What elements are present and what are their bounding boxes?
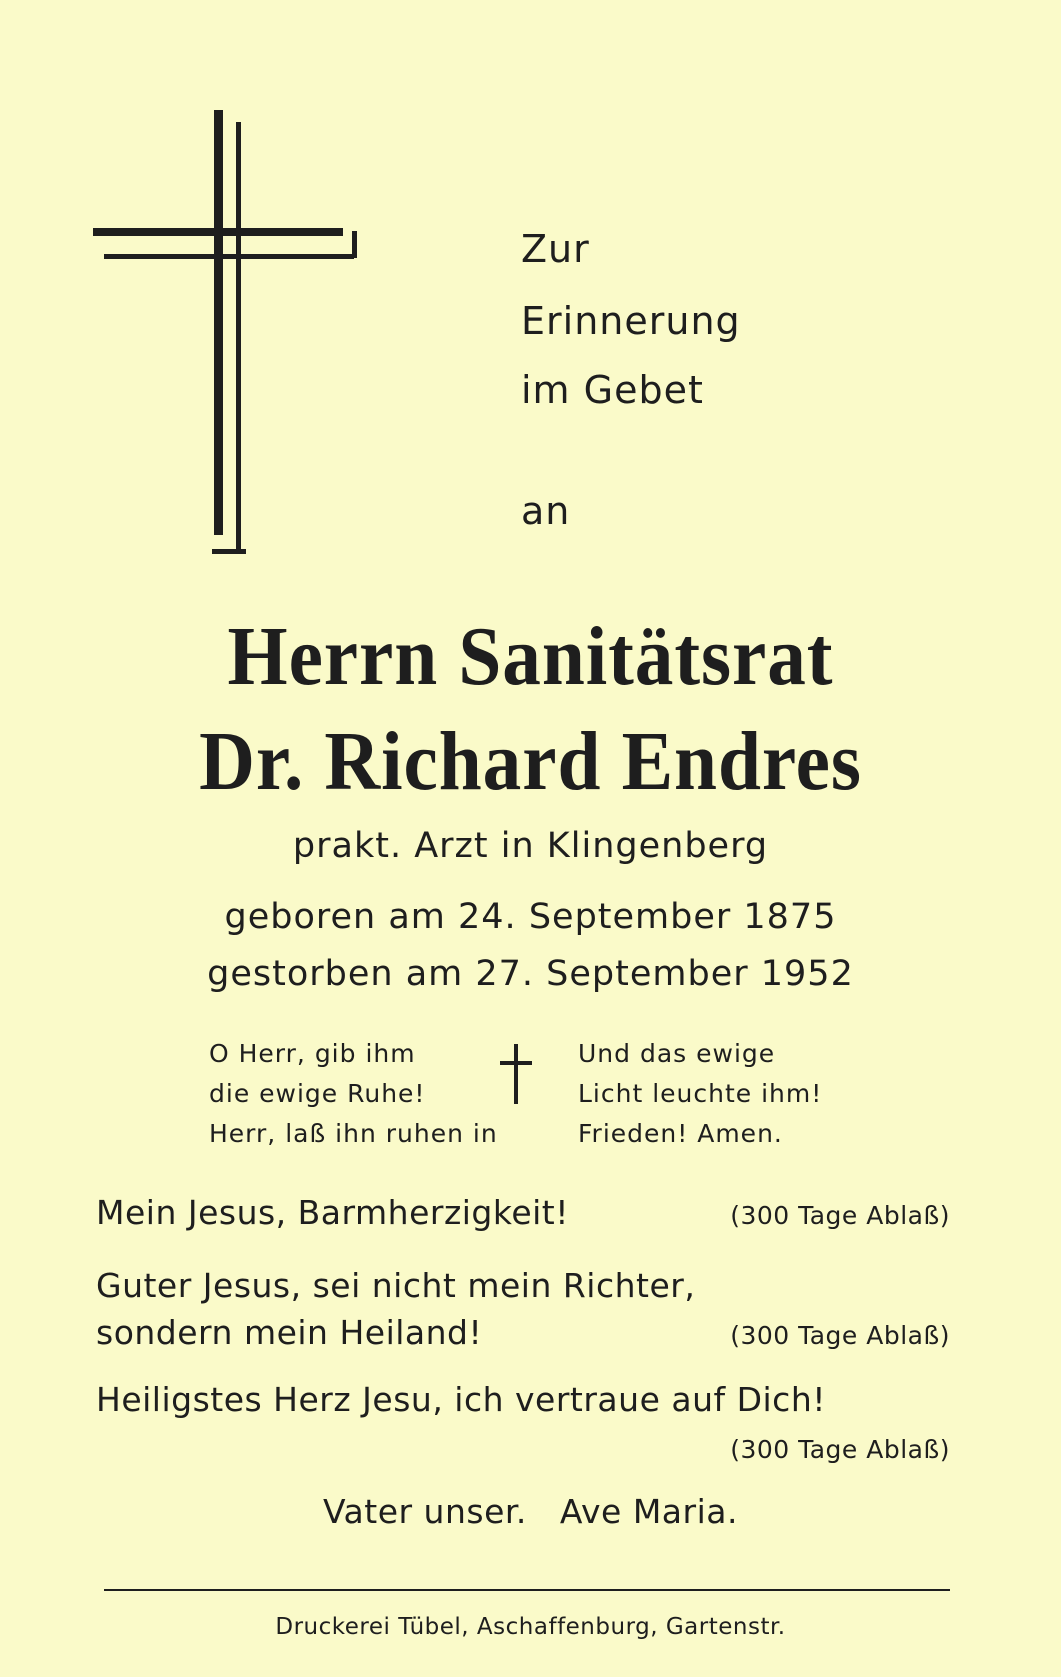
name-title: Herrn Sanitätsrat	[227, 610, 834, 703]
prayer-left-2: die ewige Ruhe!	[209, 1079, 426, 1108]
prayer-line-3a: Herr, laß ihn ruhen in	[209, 1119, 498, 1148]
intro-line-2: Erinnerung	[521, 299, 741, 343]
intro-line-4: an	[521, 489, 571, 533]
indulgence-1: (300 Tage Ablaß)	[730, 1201, 950, 1230]
invocation-1: Mein Jesus, Barmherzigkeit!	[96, 1193, 569, 1232]
prayer-right-1: Und das ewige	[578, 1039, 776, 1068]
printer-imprint: Druckerei Tübel, Aschaffenburg, Gartenstr.	[275, 1614, 786, 1640]
indulgence-2: (300 Tage Ablaß)	[730, 1321, 950, 1350]
death-date: gestorben am 27. September 1952	[207, 954, 854, 994]
name-full: Dr. Richard Endres	[199, 715, 862, 808]
prayer-right-2: Licht leuchte ihm!	[578, 1079, 823, 1108]
indulgence-3: (300 Tage Ablaß)	[730, 1435, 950, 1464]
birth-date: geboren am 24. September 1875	[224, 897, 837, 937]
closing-prayers: Vater unser. Ave Maria.	[323, 1492, 738, 1531]
prayer-line-3b: Frieden! Amen.	[578, 1119, 783, 1148]
invocation-2b: sondern mein Heiland!	[96, 1313, 483, 1352]
divider	[104, 1589, 950, 1591]
invocation-3: Heiligstes Herz Jesu, ich vertraue auf Dich!	[96, 1380, 826, 1419]
intro-line-3: im Gebet	[521, 368, 704, 412]
intro-line-1: Zur	[521, 227, 590, 271]
invocation-2: Guter Jesus, sei nicht mein Richter,	[96, 1266, 696, 1305]
prayer-left-1: O Herr, gib ihm	[209, 1039, 416, 1068]
profession: prakt. Arzt in Klingenberg	[292, 826, 769, 866]
